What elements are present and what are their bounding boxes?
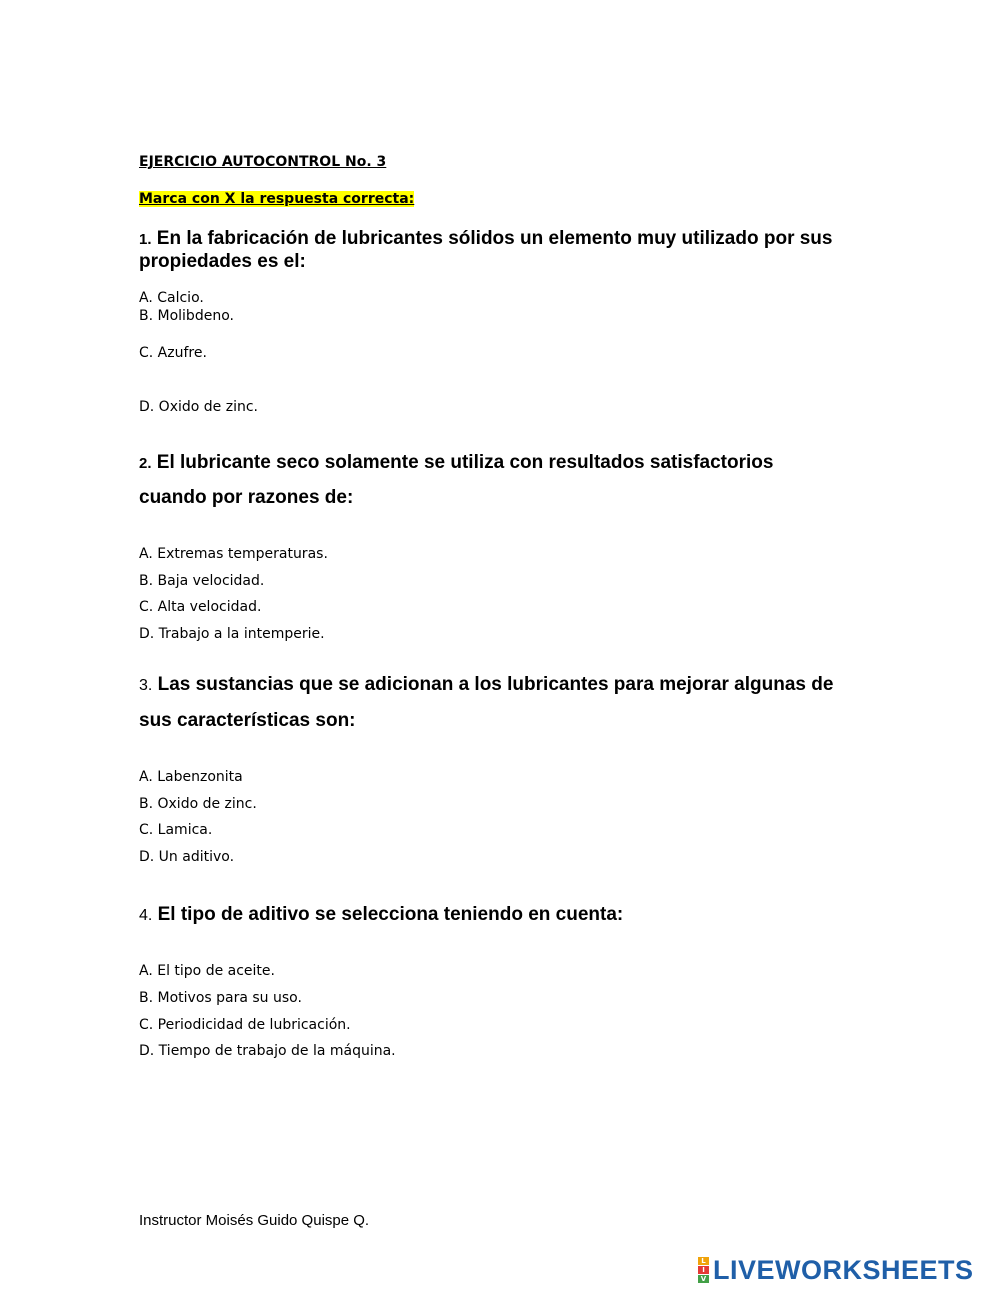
option-4a[interactable]: A. El tipo de aceite. [139,963,275,979]
question-number: 4. [139,907,153,924]
brand-wordmark: LIVEWORKSHEETS [713,1255,974,1285]
question-text: El lubricante seco solamente se utiliza con resultados satisfactorios [156,452,774,473]
author-footer: Instructor Moisés Guido Quispe Q. [139,1212,370,1229]
question-2-line-2: cuando por razones de: [139,487,354,508]
logo-letter-i: I [698,1266,709,1274]
option-2d[interactable]: D. Trabajo a la intemperie. [139,626,325,642]
option-3b[interactable]: B. Oxido de zinc. [139,796,257,812]
option-2b[interactable]: B. Baja velocidad. [139,573,265,589]
question-1-line-2: propiedades es el: [139,251,306,272]
option-1b[interactable]: B. Molibdeno. [139,308,234,324]
option-2c[interactable]: C. Alta velocidad. [139,599,262,615]
question-text: Las sustancias que se adicionan a los lubricantes para mejorar algunas de [157,674,834,695]
option-2a[interactable]: A. Extremas temperaturas. [139,546,328,562]
question-3-line-1 [139,673,833,697]
question-number: 1. [139,231,152,248]
worksheet-title: EJERCICIO AUTOCONTROL No. 3 [139,154,387,170]
option-1a[interactable]: A. Calcio. [139,290,204,306]
option-1c[interactable]: C. Azufre. [139,345,207,361]
liveworksheets-brand[interactable] [698,1255,974,1285]
question-3-line-2: sus características son: [139,710,356,731]
logo-letter-l: L [698,1257,709,1265]
option-1d[interactable]: D. Oxido de zinc. [139,399,258,415]
option-4d[interactable]: D. Tiempo de trabajo de la máquina. [139,1043,396,1059]
question-text: En la fabricación de lubricantes sólidos un elemento muy utilizado por sus [156,228,833,249]
instruction-text: Marca con X la respuesta correcta: [139,191,415,207]
option-3c[interactable]: C. Lamica. [139,822,213,838]
question-number: 3. [139,677,153,694]
liveworksheets-logo-icon [698,1257,709,1283]
option-3a[interactable]: A. Labenzonita [139,769,243,785]
question-4-line-1 [139,903,623,927]
question-1-line-1 [139,227,832,251]
question-number: 2. [139,455,152,472]
logo-letter-v: V [698,1275,709,1283]
question-text: El tipo de aditivo se selecciona teniendo en cuenta: [157,904,624,925]
option-3d[interactable]: D. Un aditivo. [139,849,235,865]
option-4c[interactable]: C. Periodicidad de lubricación. [139,1017,351,1033]
option-4b[interactable]: B. Motivos para su uso. [139,990,302,1006]
question-2-line-1 [139,451,773,475]
